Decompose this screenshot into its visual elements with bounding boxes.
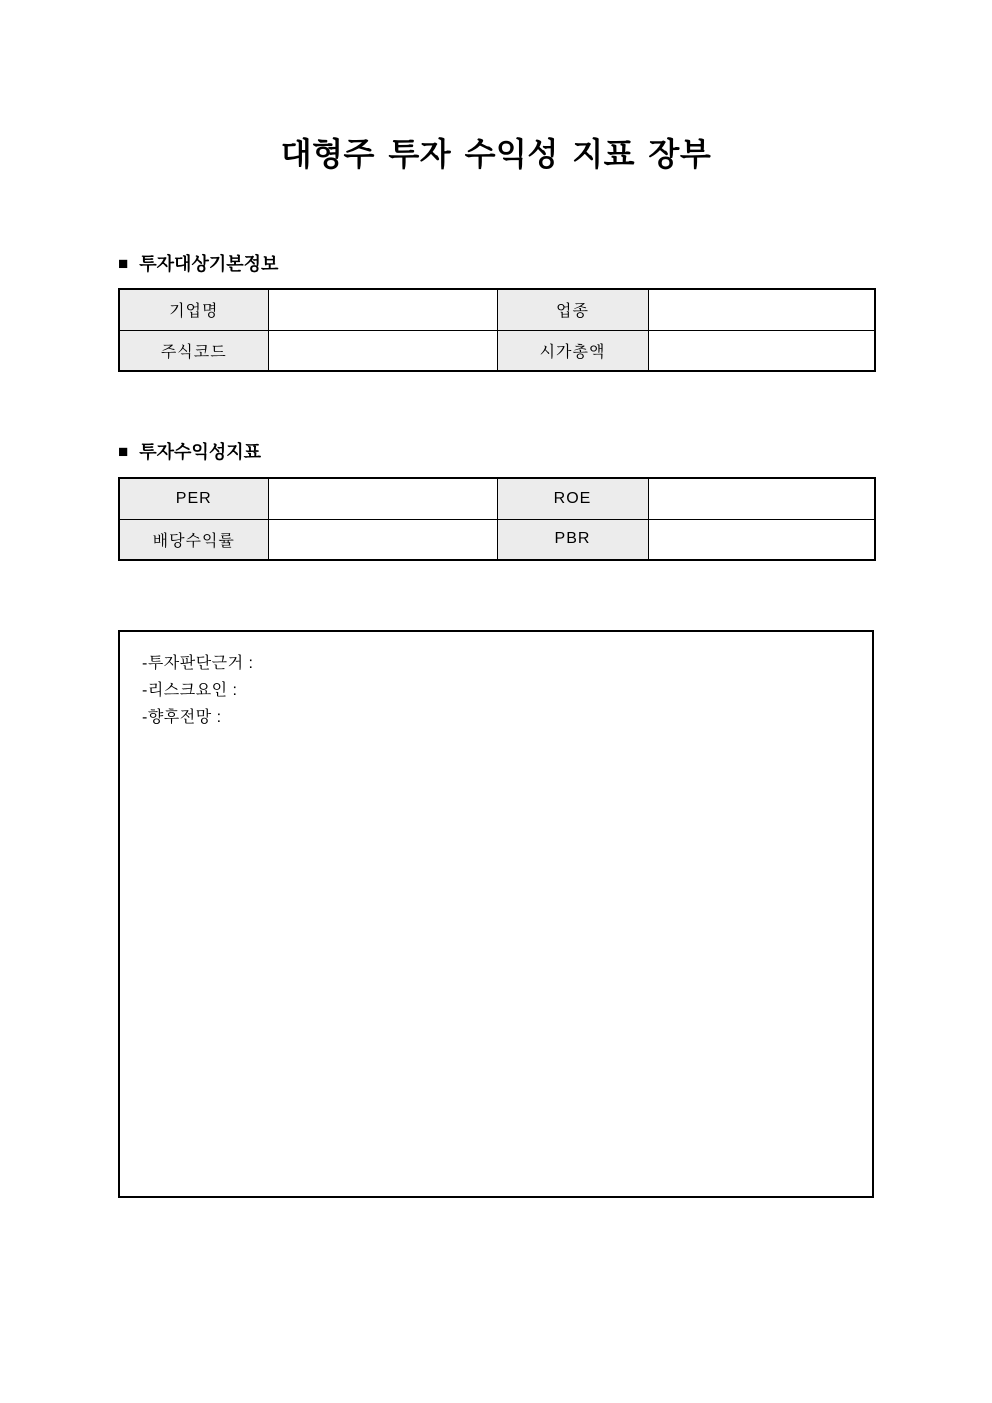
section-basic-info-heading — [118, 253, 874, 275]
field-value-industry[interactable] — [648, 289, 875, 330]
field-label-market-cap: 시가총액 — [497, 330, 648, 371]
page-content — [118, 0, 874, 1198]
note-line-investment-rationale: -투자판단근거 : — [142, 655, 254, 672]
field-label-dividend-yield: 배당수익률 — [119, 519, 268, 560]
field-value-pbr[interactable] — [648, 519, 875, 560]
profitability-metrics-table — [118, 477, 876, 561]
field-value-stock-code[interactable] — [268, 330, 497, 371]
section-basic-info-title: 투자대상기본정보 — [139, 254, 279, 274]
table-row — [119, 519, 875, 560]
table-row — [119, 289, 875, 330]
field-value-roe[interactable] — [648, 478, 875, 519]
document-title: 대형주 투자 수익성 지표 장부 — [280, 136, 712, 172]
field-label-pbr: PBR — [497, 519, 648, 560]
note-line-risk-factors: -리스크요인 : — [142, 682, 238, 699]
black-square-bullet-icon: ■ — [118, 442, 129, 461]
field-value-per[interactable] — [268, 478, 497, 519]
field-value-company-name[interactable] — [268, 289, 497, 330]
field-label-industry: 업종 — [497, 289, 648, 330]
field-value-dividend-yield[interactable] — [268, 519, 497, 560]
table-row — [119, 478, 875, 519]
section-basic-info — [118, 253, 874, 372]
section-metrics-title: 투자수익성지표 — [139, 442, 261, 462]
field-label-per: PER — [119, 478, 268, 519]
field-label-stock-code: 주식코드 — [119, 330, 268, 371]
note-line-future-outlook: -향후전망 : — [142, 709, 222, 726]
field-value-market-cap[interactable] — [648, 330, 875, 371]
section-profitability-metrics — [118, 441, 874, 561]
field-label-company-name: 기업명 — [119, 289, 268, 330]
notes-box[interactable] — [118, 630, 874, 1198]
field-label-roe: ROE — [497, 478, 648, 519]
black-square-bullet-icon: ■ — [118, 254, 129, 273]
basic-info-table — [118, 288, 876, 372]
section-metrics-heading — [118, 441, 874, 463]
table-row — [119, 330, 875, 371]
